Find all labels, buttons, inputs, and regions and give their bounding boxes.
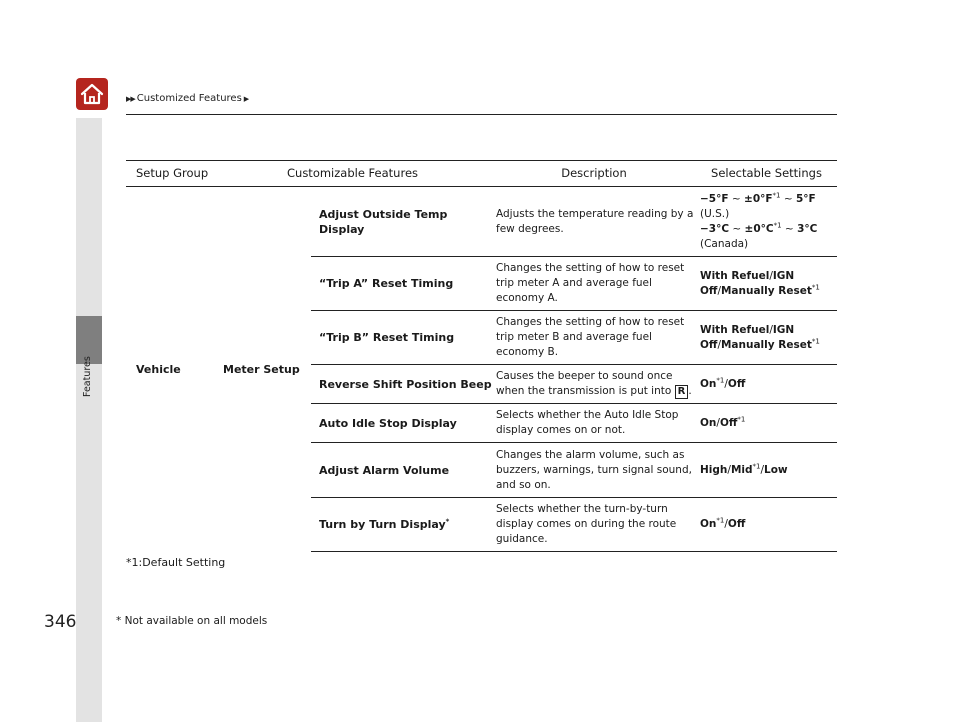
feature-description: Selects whether the turn-by-turn display comes on during the route guidance. bbox=[492, 498, 696, 552]
breadcrumb-arrow-icon: ▶▶ bbox=[126, 94, 135, 103]
breadcrumb-link[interactable]: Customized Features bbox=[136, 93, 242, 104]
feature-description: Selects whether the Auto Idle Stop display comes on or not. bbox=[492, 404, 696, 443]
home-icon bbox=[79, 82, 105, 106]
home-button[interactable] bbox=[76, 78, 108, 110]
customizable-features-table bbox=[126, 160, 837, 552]
availability-note: * Not available on all models bbox=[116, 615, 268, 627]
feature-description: Changes the setting of how to reset trip meter A and average fuel economy A. bbox=[492, 257, 696, 311]
header-customizable-features: Customizable Features bbox=[217, 161, 492, 187]
feature-name: Turn by Turn Display* bbox=[311, 498, 492, 552]
feature-description: Changes the alarm volume, such as buzzers, warnings, turn signal sound, and so on. bbox=[492, 443, 696, 498]
feature-name: Adjust Alarm Volume bbox=[311, 443, 492, 498]
selectable-settings: On/Off$^{*1}$ bbox=[696, 404, 837, 443]
page-number: 346 bbox=[44, 612, 77, 632]
region-label: (U.S.) bbox=[700, 207, 730, 220]
feature-description: Causes the beeper to sound once when the transmission is put into R . bbox=[492, 365, 696, 404]
selectable-settings: With Refuel/IGN Off/Manually Reset$^{*1}$ bbox=[696, 257, 837, 311]
selectable-settings bbox=[696, 187, 837, 257]
header-divider bbox=[126, 114, 837, 115]
header-setup-group: Setup Group bbox=[126, 161, 217, 187]
header-description: Description bbox=[492, 161, 696, 187]
selectable-settings: With Refuel/IGN Off/Manually Reset$^{*1}$ bbox=[696, 311, 837, 365]
breadcrumb bbox=[126, 93, 248, 104]
subgroup-cell: Meter Setup bbox=[223, 362, 300, 376]
breadcrumb-arrow-icon: ▶ bbox=[243, 94, 249, 103]
feature-name: Auto Idle Stop Display bbox=[311, 404, 492, 443]
setting-line-ca: −3°C ~ $\pm 0^\circ C^{*1}$ ~ 3°C bbox=[700, 221, 818, 235]
feature-name: “Trip B” Reset Timing bbox=[311, 311, 492, 365]
setting-line-us: −5°F ~ $\pm 0^\circ F^{*1}$ ~ 5°F bbox=[700, 191, 816, 205]
setup-group-cell: Vehicle bbox=[136, 362, 181, 376]
reverse-gear-icon: R bbox=[675, 385, 689, 399]
region-label: (Canada) bbox=[700, 237, 749, 250]
feature-description: Adjusts the temperature reading by a few degrees. bbox=[492, 187, 696, 257]
selectable-settings: High/Mid$^{*1}$/Low bbox=[696, 443, 837, 498]
table-header-row bbox=[126, 161, 837, 187]
feature-name: Reverse Shift Position Beep bbox=[311, 365, 492, 404]
feature-description: Changes the setting of how to reset trip meter B and average fuel economy B. bbox=[492, 311, 696, 365]
selectable-settings: On$^{*1}$/Off bbox=[696, 365, 837, 404]
default-setting-footnote: *1:Default Setting bbox=[126, 556, 226, 569]
selectable-settings: On$^{*1}$/Off bbox=[696, 498, 837, 552]
header-selectable-settings: Selectable Settings bbox=[696, 161, 837, 187]
sidebar-section-label: Features bbox=[82, 356, 93, 397]
feature-name: Adjust Outside Temp Display bbox=[311, 187, 492, 257]
feature-name: “Trip A” Reset Timing bbox=[311, 257, 492, 311]
table-row bbox=[126, 187, 837, 257]
sidebar-strip bbox=[76, 118, 102, 722]
